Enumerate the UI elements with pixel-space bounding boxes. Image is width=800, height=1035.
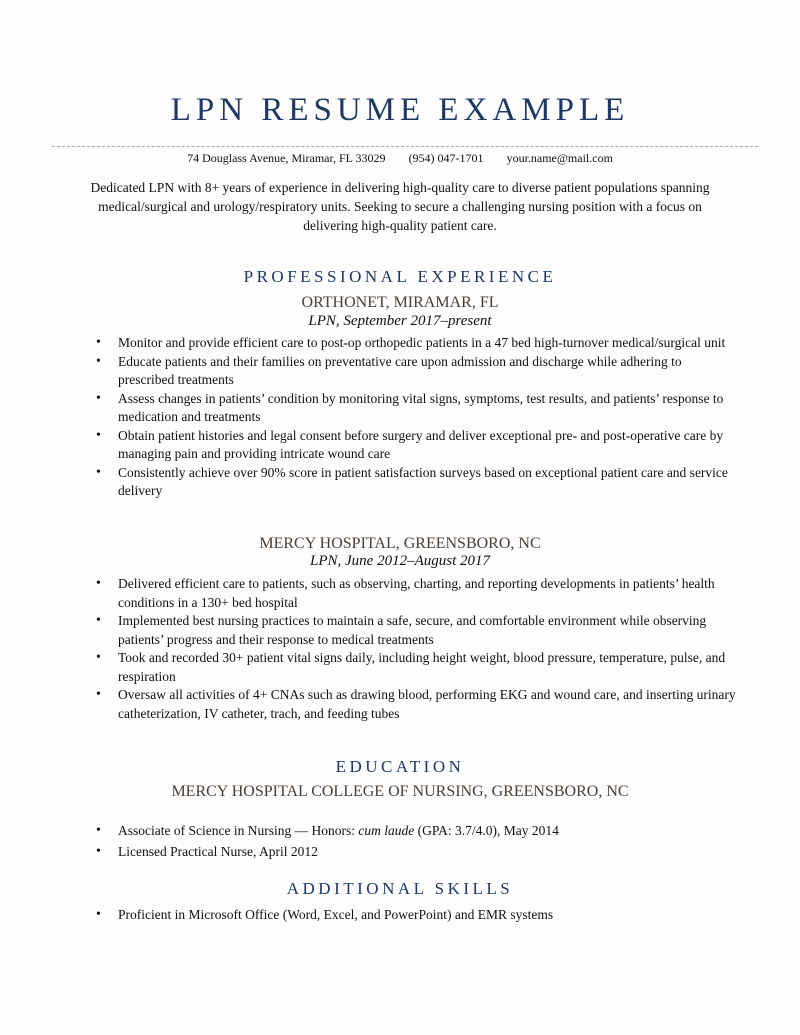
degree-prefix: Associate of Science in Nursing — Honors: [118,823,359,838]
job-role: LPN, September 2017–present [308,313,492,329]
list-item: • Consistently achieve over 90% score in patient satisfaction surveys based on exceptional patient care and service delivery [96,464,736,501]
employer-name: MERCY HOSPITAL, GREENSBORO, NC [259,535,541,552]
list-item: • Monitor and provide efficient care to post-op orthopedic patients in a 47 bed high-turnover medical/surgical unit [96,334,736,353]
contact-phone: (954) 047-1701 [408,151,484,165]
contact-line [0,151,800,166]
job-bullets [96,575,736,723]
list-item: • Implemented best nursing practices to maintain a safe, secure, and comfortable environment while observing patients’ progress and their response to medical treatments [96,612,736,649]
list-item: • Educate patients and their families on preventative care upon admission and discharge while adhering to prescribed treatments [96,353,736,390]
school-name: MERCY HOSPITAL COLLEGE OF NURSING, GREENSBORO, NC [171,783,629,800]
skills-bullets [96,906,736,925]
list-item: • Delivered efficient care to patients, such as observing, charting, and reporting developments in patients’ health conditions in a 130+ bed hospital [96,575,736,612]
list-item: • Obtain patient histories and legal consent before surgery and deliver exceptional pre- and post-operative care by managing pain and providing intricate wound care [96,427,736,464]
education-bullets [96,822,736,861]
section-heading-experience: PROFESSIONAL EXPERIENCE [243,267,557,286]
list-item: • Assess changes in patients’ condition by monitoring vital signs, symptoms, test results, and patients’ response to medication and treatments [96,390,736,427]
contact-address: 74 Douglass Avenue, Miramar, FL 33029 [187,151,386,165]
list-item [96,822,736,841]
section-heading-education: EDUCATION [335,757,465,776]
resume-title: LPN RESUME EXAMPLE [170,92,630,128]
list-item: • Took and recorded 30+ patient vital signs daily, including height weight, blood pressure, temperature, pulse, and respiration [96,649,736,686]
contact-email[interactable]: your.name@mail.com [506,151,613,165]
degree-suffix: (GPA: 3.7/4.0), May 2014 [414,823,559,838]
employer-name: ORTHONET, MIRAMAR, FL [301,294,499,311]
degree-honor: cum laude [358,823,415,838]
list-item: • Oversaw all activities of 4+ CNAs such as drawing blood, performing EKG and wound care, and inserting urinary catheterization, IV catheter, trach, and feeding tubes [96,686,736,723]
list-item: • Proficient in Microsoft Office (Word, Excel, and PowerPoint) and EMR systems [96,906,736,925]
summary: Dedicated LPN with 8+ years of experience in delivering high-quality care to diverse patient populations spanning medical/surgical and urology/respiratory units. Seeking to secure a challenging nursing position with a focus on delivering high-quality patient care. [90,180,710,233]
job-role: LPN, June 2012–August 2017 [310,553,490,569]
list-item: • Licensed Practical Nurse, April 2012 [96,843,736,862]
job-bullets [96,334,736,501]
section-heading-skills: ADDITIONAL SKILLS [286,879,514,898]
header-divider [52,146,758,147]
